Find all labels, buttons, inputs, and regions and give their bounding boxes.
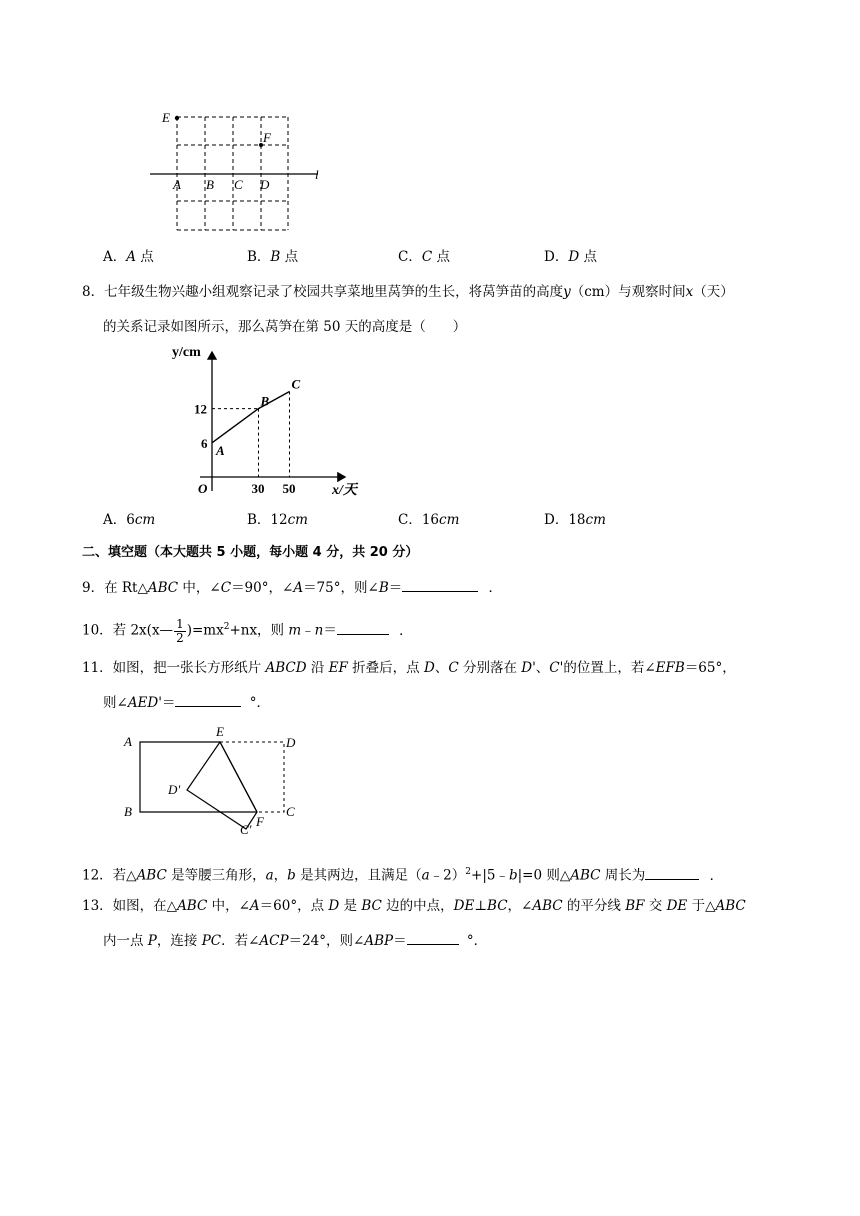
label-A: A [173,177,181,192]
q12: 12．若△ABC 是等腰三角形，a，b 是其两边，且满足（a﹣2）$^2$+|5﹣b|=0 则△ABC 周长为 ． [82,862,723,886]
label-E: E [162,110,170,125]
q8-line1: 8．七年级生物兴趣小组观察记录了校园共享菜地里莴笋的生长，将莴笋苗的高度y（cm）与观察时间x（天） [82,284,734,300]
y-axis-label: y/cm [172,345,201,360]
label-C: C [234,177,243,192]
label-B: B [124,804,132,819]
label-C: C [286,804,295,819]
answer-blank[interactable] [407,930,459,945]
label-D-prime: D' [168,782,181,797]
series-line [212,392,290,443]
fold-figure [118,722,308,834]
y-tick-label: 6 [201,435,208,451]
grid-figure [140,100,340,240]
q7-option-a: A．A 点 [103,249,154,265]
label-F: F [256,814,264,829]
fraction-half: $\frac{1}{2}$ [176,616,184,645]
label-D: D [286,735,296,750]
label-F: F [263,130,271,145]
answer-blank[interactable] [645,865,699,880]
q8-line2: 的关系记录如图所示，那么莴笋在第 50 天的高度是（ ） [103,319,467,335]
q13-line1: 13．如图，在△ABC 中，∠A＝60°，点 D 是 BC 边的中点，DE⊥BC，∠ABC 的平分线 BF 交 DE 于△ABC [82,898,746,914]
q8-option-a: A．6cm [103,512,156,528]
q8-option-b: B．12cm [247,512,308,528]
x-tick-label: 30 [251,481,265,496]
q11-line2: 则∠AED'＝ °． [103,692,270,713]
q10: 10．若 2x(x— $\frac{1}{2}$ )$=mx^2+nx$，则 m﹣n＝ ． [82,616,413,645]
answer-blank[interactable] [175,692,241,707]
origin-label: O [198,481,208,496]
x-tick-label: 50 [282,481,296,496]
label-A: A [124,734,132,749]
point-label: A [216,442,225,458]
point-label: C [291,376,301,392]
q8-line-chart [160,336,390,501]
q7-option-c: C．C 点 [398,249,450,265]
q7-option-d: D．D 点 [544,249,597,265]
q8-option-d: D．18cm [544,512,606,528]
label-D: D [260,177,270,192]
q9: 9．在 Rt△ABC 中，∠C＝90°，∠A＝75°，则∠B＝ ． [82,577,502,598]
x-axis-label: x/天 [332,483,357,498]
point-label: B [260,393,270,409]
q8-option-c: C．16cm [398,512,460,528]
label-l: l [315,167,319,182]
q11-line1: 11．如图，把一张长方形纸片 ABCD 沿 EF 折叠后，点 D、C 分别落在 D'、C'的位置上，若∠EFB＝65°， [82,660,736,676]
label-B: B [206,177,214,192]
label-E: E [216,724,224,739]
section-heading: 二、填空题（本大题共 5 小题，每小题 4 分，共 20 分） [82,545,419,560]
y-tick-label: 12 [194,401,207,417]
answer-blank[interactable] [337,620,389,635]
q13-line2: 内一点 P，连接 PC．若∠ACP＝24°，则∠ABP＝ °． [103,930,487,951]
label-C-prime: C' [240,822,252,834]
answer-blank[interactable] [402,577,478,592]
q7-option-b: B．B 点 [247,249,299,265]
